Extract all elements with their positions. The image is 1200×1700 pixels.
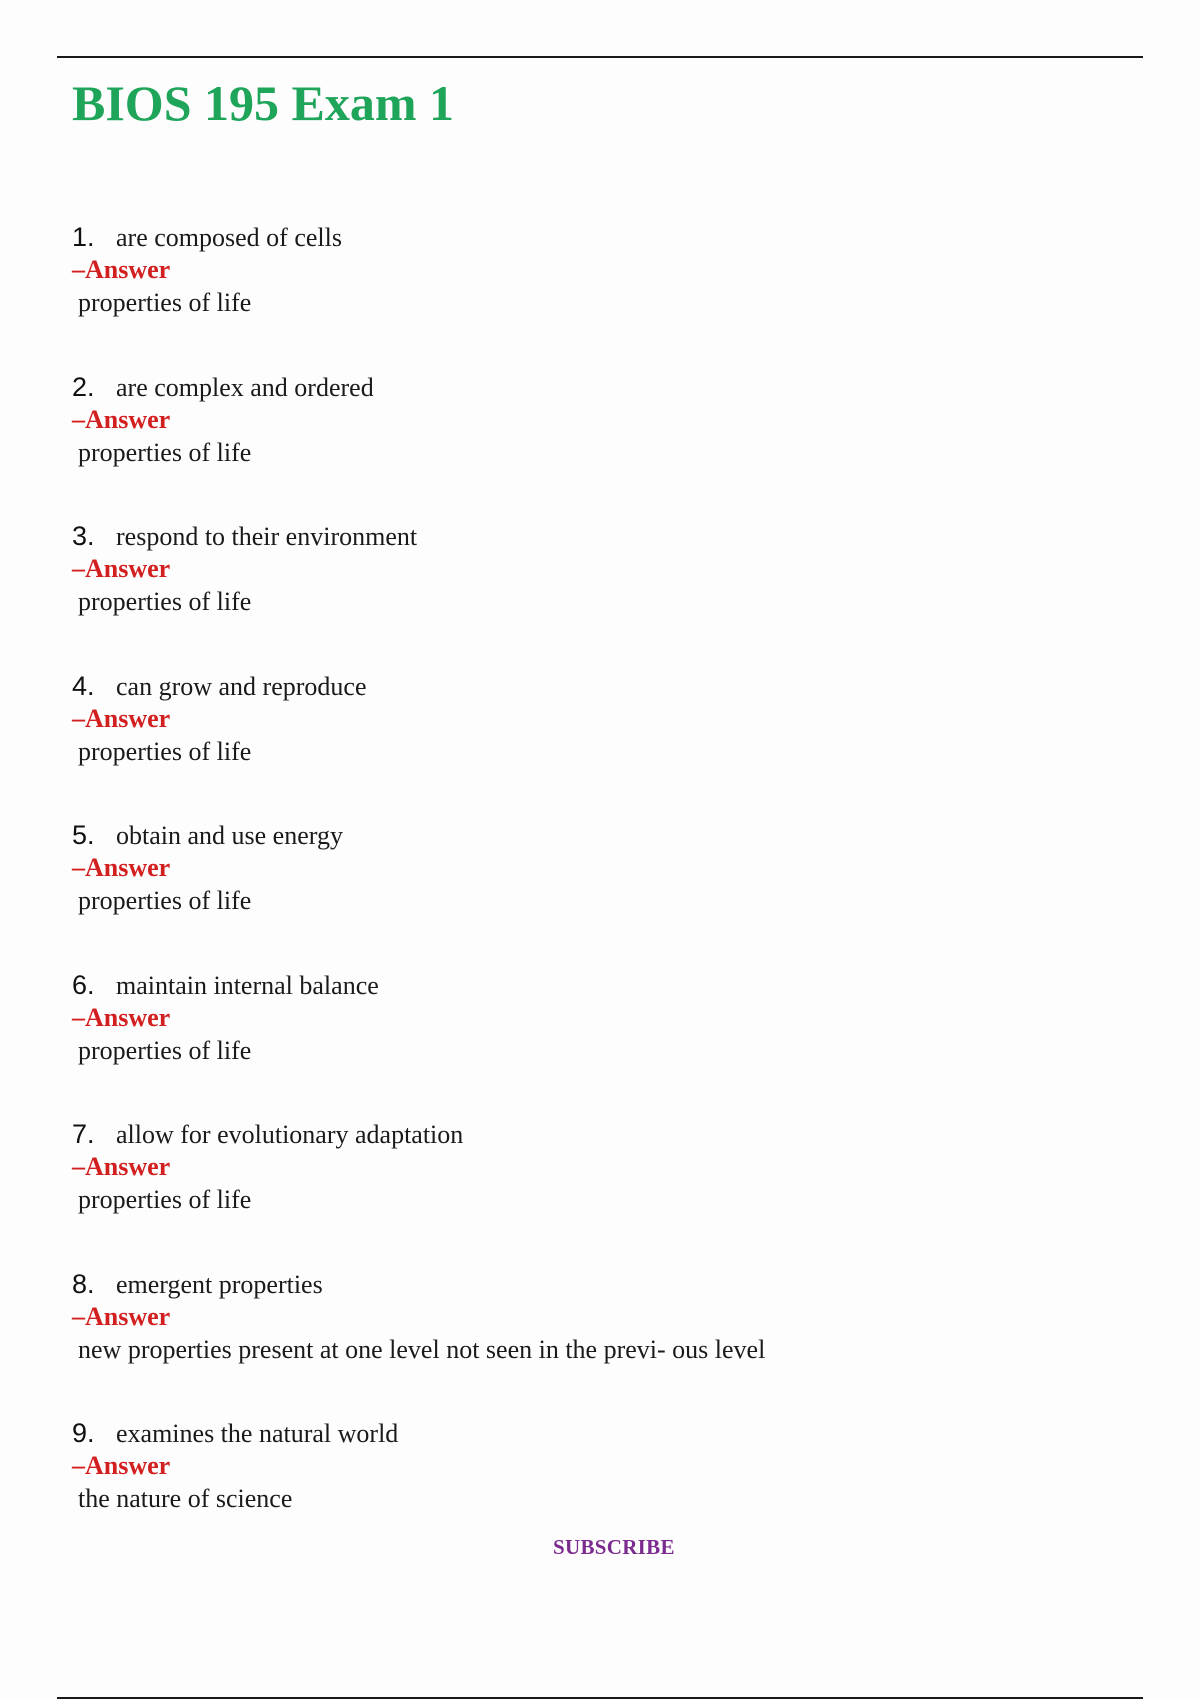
top-rule [57,56,1143,58]
answer-label: –Answer [72,1002,171,1032]
bottom-rule [57,1697,1143,1699]
answer-label: –Answer [72,1451,171,1480]
question-line [72,1267,1132,1301]
answer-text: properties of life [78,587,252,616]
question-line [72,519,1132,553]
answer-text: properties of life [78,886,252,915]
question-line [72,370,1132,404]
answer-label: –Answer [72,404,171,434]
question-line [72,220,1132,254]
answer-text: the nature of science [78,1484,293,1513]
answer-text: new properties present at one level not seen in the previ- ous level [78,1334,766,1364]
answer-text: properties of life [78,1185,252,1214]
question-number: 5. [72,820,95,850]
question-line [72,1416,1132,1450]
question-number: 4. [72,670,95,701]
question-text: can grow and reproduce [116,671,367,701]
question-text: obtain and use energy [116,821,343,850]
question-line [72,968,1132,1002]
question-text: maintain internal balance [116,970,379,1000]
question-line [72,1117,1132,1151]
question-text: are complex and ordered [116,372,374,402]
question-text: allow for evolutionary adaptation [116,1120,464,1149]
question-text: emergent properties [116,1269,323,1299]
answer-label: –Answer [72,554,171,583]
question-number: 7. [72,1119,95,1149]
answer-text: properties of life [78,736,252,766]
answer-label: –Answer [72,1152,171,1181]
qa-item [72,370,1132,520]
question-text: respond to their environment [116,522,418,551]
answer-text: properties of life [78,437,252,467]
answer-label: –Answer [72,703,171,733]
question-number: 3. [72,521,95,551]
question-text: are composed of cells [116,223,342,252]
question-number: 1. [72,222,95,252]
question-number: 9. [72,1418,95,1448]
qa-item [72,1267,1132,1417]
question-line [72,818,1132,852]
qa-item [72,220,1132,370]
qa-item [72,669,1132,819]
answer-text: properties of life [78,288,252,317]
answer-text: properties of life [78,1035,252,1065]
qa-item [72,1117,1132,1267]
question-number: 8. [72,1268,95,1299]
answer-label: –Answer [72,853,171,882]
question-list [72,220,1132,1566]
qa-item [72,818,1132,968]
question-text: examines the natural world [116,1419,399,1448]
answer-label: –Answer [72,255,171,284]
qa-item [72,519,1132,669]
subscribe-link[interactable]: SUBSCRIBE [553,1535,675,1559]
document-title: BIOS 195 Exam 1 [72,75,455,131]
question-number: 2. [72,371,95,402]
question-line [72,669,1132,703]
answer-label: –Answer [72,1301,171,1331]
qa-item [72,968,1132,1118]
question-number: 6. [72,969,95,1000]
